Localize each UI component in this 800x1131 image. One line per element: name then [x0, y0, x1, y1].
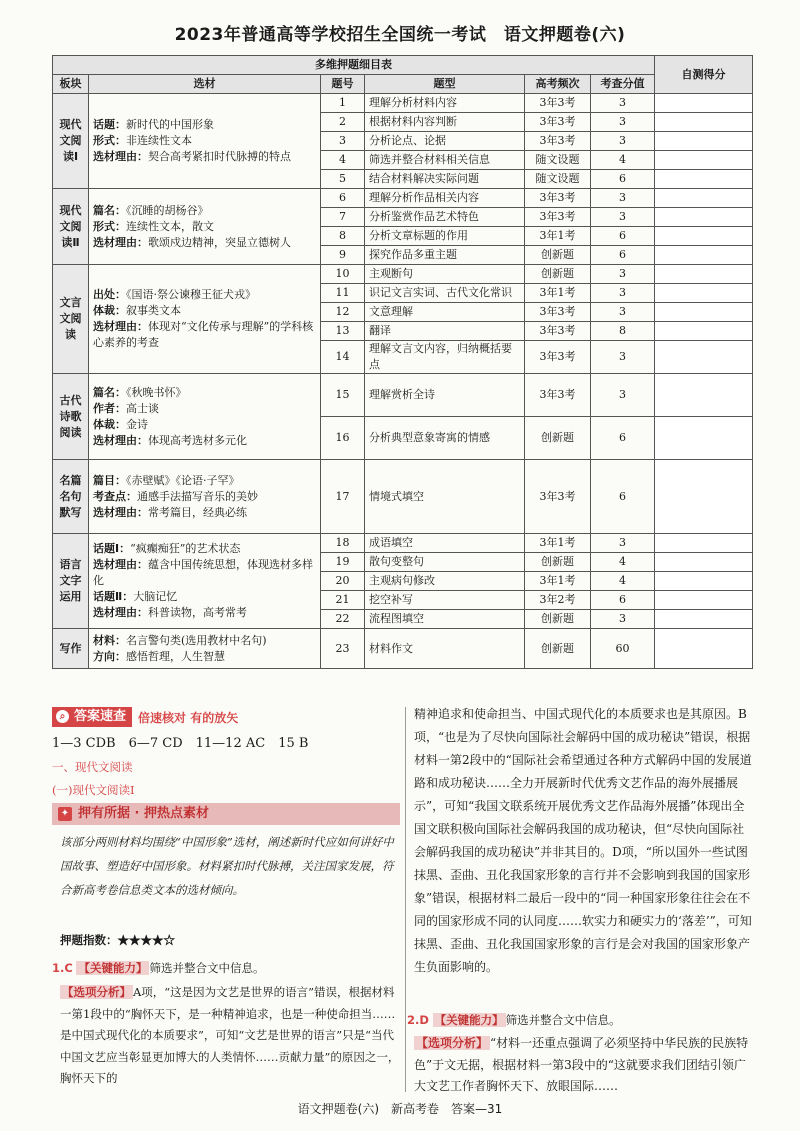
- column-header: 考查分值: [591, 75, 655, 94]
- star-rating: ★★★★☆: [117, 933, 175, 947]
- section-material: [89, 265, 321, 374]
- exam-frequency: 3年3考: [525, 303, 591, 322]
- score-value: 3: [591, 610, 655, 629]
- table-row: [53, 534, 753, 553]
- self-score-cell[interactable]: [655, 591, 753, 610]
- self-score-cell[interactable]: [655, 284, 753, 303]
- self-score-header: 自测得分: [655, 56, 753, 94]
- material-line: 选材理由：蕴含中国传统思想，体现选材多样化: [93, 558, 313, 587]
- table-row: [53, 629, 753, 669]
- column-header: 高考频次: [525, 75, 591, 94]
- material-line: 选材理由：歌颂戍边精神，突显立德树人: [93, 235, 291, 249]
- question-number: 16: [321, 417, 365, 460]
- exam-frequency: 3年3考: [525, 189, 591, 208]
- material-line: 形式：非连续性文本: [93, 134, 192, 147]
- table-header-row: [53, 75, 753, 94]
- table-row: [53, 265, 753, 284]
- question-number: 15: [321, 374, 365, 417]
- material-line: 篇名：《沉睡的胡杨谷》: [93, 203, 209, 217]
- exam-frequency: 3年3考: [525, 374, 591, 417]
- material-line: 话题：新时代的中国形象: [93, 118, 214, 131]
- answer-tag: ⌕ 答案速查: [52, 707, 132, 727]
- self-score-cell[interactable]: [655, 94, 753, 113]
- table-row: [53, 94, 753, 113]
- search-icon: ⌕: [56, 710, 69, 723]
- score-value: 3: [591, 113, 655, 132]
- column-header: 选材: [89, 75, 321, 94]
- index-line: 押题指数：★★★★☆: [60, 933, 175, 947]
- score-value: 6: [591, 227, 655, 246]
- page-footer: 语文押题卷(六) 新高考卷 答案—31: [297, 1102, 503, 1116]
- score-value: 3: [591, 208, 655, 227]
- material-line: 选材理由：体现高考选材多元化: [93, 433, 247, 447]
- table-caption: 多维押题细目表: [53, 56, 655, 75]
- material-line: 选材理由：契合高考紧扣时代脉搏的特点: [93, 150, 291, 163]
- question-number: 21: [321, 591, 365, 610]
- question-number: 11: [321, 284, 365, 303]
- score-value: 3: [591, 189, 655, 208]
- question-type: 流程图填空: [365, 610, 525, 629]
- exam-frequency: 3年2考: [525, 591, 591, 610]
- score-value: 6: [591, 246, 655, 265]
- section-name: 现代文阅读Ⅱ: [53, 189, 89, 265]
- section-material: [89, 534, 321, 629]
- section-name: 现代文阅读Ⅰ: [53, 94, 89, 189]
- exam-frequency: 创新题: [525, 265, 591, 284]
- self-score-cell[interactable]: [655, 113, 753, 132]
- exam-frequency: 创新题: [525, 246, 591, 265]
- score-value: 8: [591, 322, 655, 341]
- subsection-heading: (一)现代文阅读Ⅰ: [52, 783, 135, 797]
- section-material: [89, 629, 321, 669]
- material-line: 篇目：《赤壁赋》《论语·子罕》: [93, 473, 240, 487]
- self-score-cell[interactable]: [655, 460, 753, 534]
- question-type: 翻译: [365, 322, 525, 341]
- question-number: 17: [321, 460, 365, 534]
- score-value: 3: [591, 534, 655, 553]
- question-number: 4: [321, 151, 365, 170]
- exam-frequency: 创新题: [525, 417, 591, 460]
- self-score-cell[interactable]: [655, 572, 753, 591]
- exam-frequency: 3年1考: [525, 534, 591, 553]
- page-title: 2023年普通高等学校招生全国统一考试 语文押题卷(六): [174, 25, 626, 45]
- score-value: 3: [591, 374, 655, 417]
- q2-line: 2.D 【关键能力】 筛选并整合文中信息。: [407, 1013, 621, 1027]
- material-line: 方向：感悟哲理，人生智慧: [93, 649, 225, 663]
- self-score-cell[interactable]: [655, 374, 753, 417]
- material-line: 考查点：通感手法描写音乐的美妙: [93, 489, 258, 503]
- score-value: 4: [591, 151, 655, 170]
- question-type: 分析论点、论据: [365, 132, 525, 151]
- question-type: 情境式填空: [365, 460, 525, 534]
- score-value: 3: [591, 265, 655, 284]
- q1-analysis: 【选项分析】 A项，“这是因为文艺是世界的语言”错误，根据材料一第1段中的“胸怀天下，是一种精神追求，也是一种使命担当……是中国式现代化的本质要求”，可知“文艺是世界的语言”只是“当代中国文艺应当彰显更加博大的人类情怀……贡献力量”的原因之一，胸怀天下的: [60, 985, 400, 1085]
- exam-frequency: 3年3考: [525, 341, 591, 374]
- question-number: 7: [321, 208, 365, 227]
- self-score-cell[interactable]: [655, 417, 753, 460]
- score-value: 6: [591, 591, 655, 610]
- answer-header: [52, 707, 238, 727]
- question-number: 9: [321, 246, 365, 265]
- self-score-cell[interactable]: [655, 265, 753, 284]
- self-score-cell[interactable]: [655, 303, 753, 322]
- section-name: 语言文字运用: [53, 534, 89, 629]
- exam-frequency: 创新题: [525, 629, 591, 669]
- self-score-cell[interactable]: [655, 341, 753, 374]
- section-material: [89, 460, 321, 534]
- intro-text: 该部分两则材料均围绕“中国形象”选材，阐述新时代应如何讲好中国故事、塑造好中国形象。材料紧扣时代脉搏，关注国家发展，符合新高考卷信息类文本的选材倾向。: [60, 835, 394, 897]
- material-line: 选材理由：科普读物，高考常考: [93, 606, 247, 619]
- material-line: 选材理由：常考篇目，经典必练: [93, 505, 247, 519]
- question-type: 根据材料内容判断: [365, 113, 525, 132]
- section-name: 写作: [53, 629, 89, 669]
- score-value: 6: [591, 170, 655, 189]
- material-line: 材料：名言警句类(选用教材中名句): [93, 633, 267, 647]
- column-divider: [405, 707, 406, 1092]
- question-number: 22: [321, 610, 365, 629]
- section-name: 文言文阅读: [53, 265, 89, 374]
- self-score-cell[interactable]: [655, 208, 753, 227]
- question-number: 14: [321, 341, 365, 374]
- material-line: 体裁：叙事类文本: [93, 304, 181, 317]
- exam-frequency: 3年1考: [525, 227, 591, 246]
- right-column-text: 精神追求和使命担当、中国式现代化的本质要求也是其原因。B项，“也是为了尽快向国际社会解码中国的成功秘诀”错误，根据材料一第2段中的“国际社会希望通过各种方式解码中国的发展道路和成功秘诀……全力开展新时代优秀文艺作品的海外展播展示”，可知“我国文联系统开展优秀文艺作品海外展播”体现出全国文联积极向国际社会解码我国的成功秘诀，但“尽快向国际社会解码我国的成功秘诀”并非其目的。D项，“所以国外一些试图抹黑、歪曲、丑化我国家形象的言行并不会影响到我国的国家形象”错误，根据材料二最后一段中的“同一种国家形象往往会在不同的国家形成不同的认同度……软实力和硬实力的‘落差’”，可知抹黑、歪曲、丑化我国国家形象的言行是会对我国的国家形象产生负面影响的。: [414, 707, 752, 974]
- q1-line: 1.C 【关键能力】 筛选并整合文中信息。: [52, 961, 265, 975]
- table-row: [53, 374, 753, 417]
- question-type: 挖空补写: [365, 591, 525, 610]
- question-number: 8: [321, 227, 365, 246]
- question-type: 分析典型意象寄寓的情感: [365, 417, 525, 460]
- hot-topic-banner: ✦ 押有所据 · 押热点素材: [52, 803, 400, 825]
- question-type: 结合材料解决实际问题: [365, 170, 525, 189]
- score-value: 3: [591, 284, 655, 303]
- exam-frequency: 3年3考: [525, 132, 591, 151]
- exam-frequency: 随文设题: [525, 151, 591, 170]
- self-score-cell[interactable]: [655, 151, 753, 170]
- quick-answers: 1—3 CDB 6—7 CD 11—12 AC 15 B: [52, 736, 309, 751]
- material-line: 体裁：金诗: [93, 417, 148, 431]
- self-score-cell[interactable]: [655, 553, 753, 572]
- self-score-cell[interactable]: [655, 610, 753, 629]
- score-value: 4: [591, 572, 655, 591]
- self-score-cell[interactable]: [655, 322, 753, 341]
- question-number: 18: [321, 534, 365, 553]
- self-score-cell[interactable]: [655, 132, 753, 151]
- score-value: 3: [591, 303, 655, 322]
- score-value: 3: [591, 132, 655, 151]
- exam-frequency: 3年3考: [525, 208, 591, 227]
- question-type: 主观断句: [365, 265, 525, 284]
- exam-frequency: 3年3考: [525, 113, 591, 132]
- question-type: 散句变整句: [365, 553, 525, 572]
- question-type: 理解分析作品相关内容: [365, 189, 525, 208]
- self-score-cell[interactable]: [655, 534, 753, 553]
- pin-icon: ✦: [58, 807, 72, 821]
- question-type: 分析鉴赏作品艺术特色: [365, 208, 525, 227]
- question-number: 3: [321, 132, 365, 151]
- material-line: 作者：高士谈: [93, 401, 159, 415]
- question-number: 5: [321, 170, 365, 189]
- column-header: 题型: [365, 75, 525, 94]
- section-heading: 一、现代文阅读: [52, 760, 133, 774]
- column-header: 题号: [321, 75, 365, 94]
- self-score-cell[interactable]: [655, 170, 753, 189]
- self-score-cell[interactable]: [655, 246, 753, 265]
- question-number: 10: [321, 265, 365, 284]
- question-type: 文意理解: [365, 303, 525, 322]
- self-score-cell[interactable]: [655, 189, 753, 208]
- question-type: 理解分析材料内容: [365, 94, 525, 113]
- score-value: 6: [591, 460, 655, 534]
- q2-analysis: 【选项分析】 “材料一还重点强调了必须坚持中华民族的民族特色”于文无据，根据材料一第3段中的“这就要求我们团结引领广大文艺工作者胸怀天下、放眼国际……: [414, 1036, 749, 1093]
- exam-frequency: 3年1考: [525, 284, 591, 303]
- section-material: [89, 374, 321, 460]
- question-type: 主观病句修改: [365, 572, 525, 591]
- table-row: [53, 460, 753, 534]
- question-type: 理解赏析全诗: [365, 374, 525, 417]
- exam-frequency: 3年3考: [525, 460, 591, 534]
- exam-frequency: 3年3考: [525, 322, 591, 341]
- exam-frequency: 创新题: [525, 610, 591, 629]
- question-number: 1: [321, 94, 365, 113]
- exam-frequency: 创新题: [525, 553, 591, 572]
- question-type: 分析文章标题的作用: [365, 227, 525, 246]
- question-type: 成语填空: [365, 534, 525, 553]
- answer-subtitle: 倍速核对 有的放矢: [138, 710, 239, 725]
- exam-frequency: 3年1考: [525, 572, 591, 591]
- exam-detail-table: [52, 55, 753, 669]
- question-number: 13: [321, 322, 365, 341]
- material-line: 出处：《国语·祭公谏穆王征犬戎》: [93, 288, 256, 301]
- table-row: [53, 189, 753, 208]
- self-score-cell[interactable]: [655, 629, 753, 669]
- question-type: 理解文言文内容，归纳概括要点: [365, 341, 525, 374]
- question-type: 材料作文: [365, 629, 525, 669]
- question-type: 探究作品多重主题: [365, 246, 525, 265]
- score-value: 60: [591, 629, 655, 669]
- question-type: 识记文言实词、古代文化常识: [365, 284, 525, 303]
- score-value: 3: [591, 94, 655, 113]
- question-number: 20: [321, 572, 365, 591]
- score-value: 4: [591, 553, 655, 572]
- question-number: 12: [321, 303, 365, 322]
- section-material: [89, 189, 321, 265]
- score-value: 6: [591, 417, 655, 460]
- question-number: 19: [321, 553, 365, 572]
- material-line: 形式：连续性文本，散文: [93, 219, 214, 233]
- section-name: 名篇名句默写: [53, 460, 89, 534]
- score-value: 3: [591, 341, 655, 374]
- question-type: 筛选并整合材料相关信息: [365, 151, 525, 170]
- material-line: 话题Ⅰ：“疯癫痴狂”的艺术状态: [93, 542, 241, 555]
- material-line: 篇名：《秋晚书怀》: [93, 385, 187, 399]
- self-score-cell[interactable]: [655, 227, 753, 246]
- material-line: 话题Ⅱ：大脑记忆: [93, 590, 178, 603]
- column-header: 板块: [53, 75, 89, 94]
- material-line: 选材理由：体现对“文化传承与理解”的学科核心素养的考查: [93, 320, 314, 349]
- question-number: 2: [321, 113, 365, 132]
- section-material: [89, 94, 321, 189]
- exam-frequency: 3年3考: [525, 94, 591, 113]
- section-name: 古代诗歌阅读: [53, 374, 89, 460]
- question-number: 6: [321, 189, 365, 208]
- question-number: 23: [321, 629, 365, 669]
- exam-frequency: 随文设题: [525, 170, 591, 189]
